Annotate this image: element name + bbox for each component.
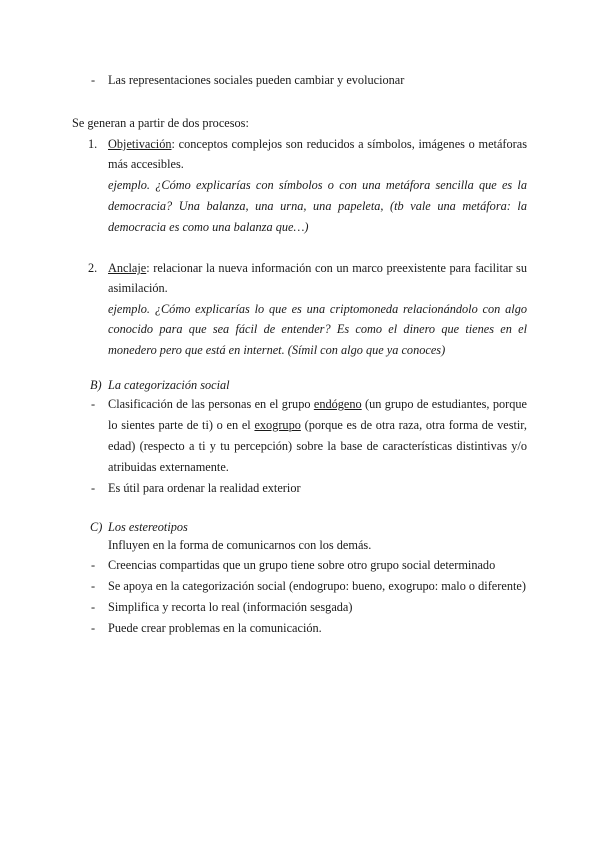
bullet-marker: - [91,481,96,495]
process-1-line1 [108,137,527,152]
section-b-bullet-1-line [108,397,527,412]
process-2-example-line: conocido para que sea fácil de entender? Es como el dinero que tienes en el [108,322,527,336]
bullet-marker: - [91,600,96,614]
section-c-bullet: Puede crear problemas en la comunicación. [108,621,322,635]
process-1-number: 1. [88,137,98,151]
intro-line: Se generan a partir de dos procesos: [72,116,249,130]
text-run: (porque es de otra raza, otra forma de vestir, [300,418,527,432]
section-b-bullet-1-line: edad) (respecto a ti y tu percepción) sobre la base de características distintivas y/o [108,439,527,453]
process-2-line1 [108,261,527,276]
process-2-term: Anclaje [108,261,147,275]
term-exogrupo: exogrupo [254,418,301,432]
term-endogeno: endógeno [313,397,362,411]
process-1-example-line: ejemplo. ¿Cómo explicarías con símbolos o con una metáfora sencilla que es la [108,178,527,192]
bullet-marker: - [91,621,96,635]
bullet-marker: - [91,558,96,572]
bullet-marker: - [91,579,96,593]
process-2-line2: asimilación. [108,281,168,295]
section-b-bullet-1-line: atribuidas externamente. [108,460,229,474]
process-2-definition: : relacionar la nueva información con un marco preexistente para facilitar su [146,261,527,275]
process-1-example-line: democracia? Una balanza, una urna, una papeleta, (tb vale una metáfora: la [108,199,527,213]
section-c-bullet: Se apoya en la categorización social (endogrupo: bueno, exogrupo: malo o diferente) [108,579,526,593]
process-1-term: Objetivación [108,137,172,151]
section-b-title: La categorización social [108,378,230,392]
bullet-marker: - [91,397,96,411]
section-b-bullet-1-line [108,418,527,433]
intro-bullet-text: Las representaciones sociales pueden cambiar y evolucionar [108,73,405,87]
process-2-example-line: monedero pero que está en internet. (Símil con algo que ya conoces) [108,343,446,357]
text-run: (un grupo de estudiantes, porque [361,397,528,411]
process-1-definition: : conceptos complejos son reducidos a símbolos, imágenes o metáforas [171,137,527,151]
text-run: lo sientes parte de ti) o en el [108,418,255,432]
process-1-example-line: democracia es como una balanza que…) [108,220,309,234]
section-c-intro: Influyen en la forma de comunicarnos con los demás. [108,538,372,552]
process-2-number: 2. [88,261,98,275]
process-2-example-line: ejemplo. ¿Cómo explicarías lo que es una criptomoneda relacionándolo con algo [108,302,527,316]
process-1-line2: más accesibles. [108,157,184,171]
section-c-bullet: Creencias compartidas que un grupo tiene sobre otro grupo social determinado [108,558,496,572]
section-b-letter: B) [90,378,102,392]
text-run: Clasificación de las personas en el grupo [108,397,314,411]
section-c-title: Los estereotipos [108,520,188,534]
section-c-bullet: Simplifica y recorta lo real (información sesgada) [108,600,353,614]
section-c-letter: C) [90,520,103,534]
section-b-bullet-2: Es útil para ordenar la realidad exterior [108,481,301,495]
bullet-marker: - [91,73,96,87]
